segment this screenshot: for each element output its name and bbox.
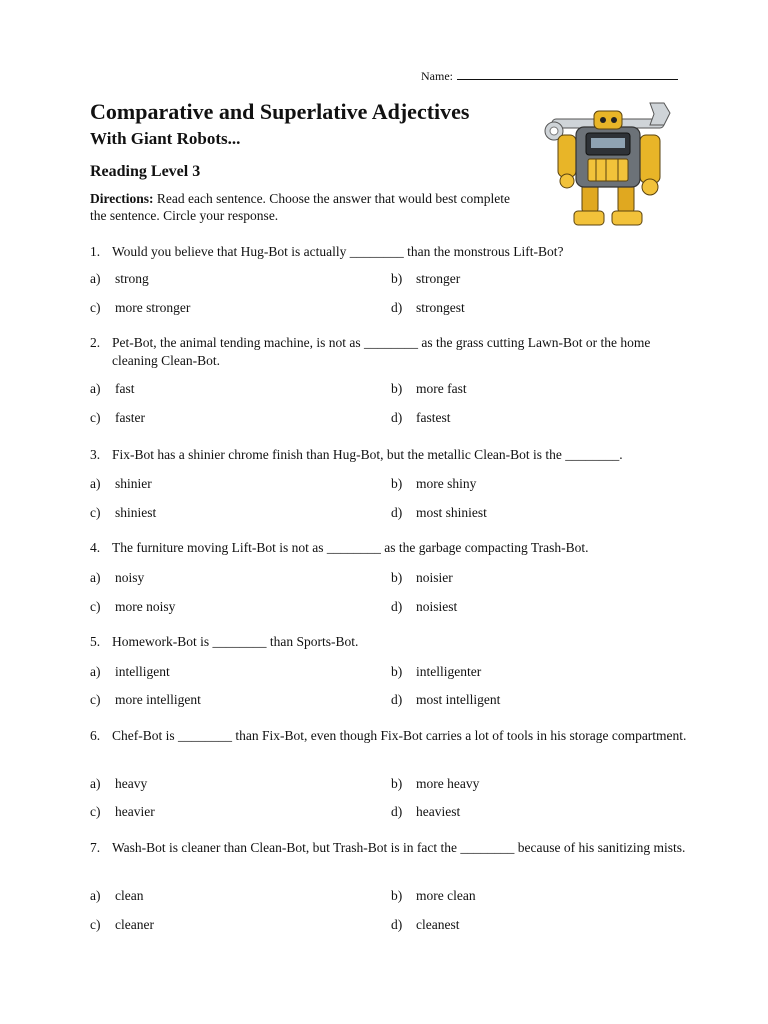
question-text: Pet-Bot, the animal tending machine, is not as ________ as the grass cutting Lawn-Bot or the home cleaning Clean-Bot. xyxy=(112,335,651,368)
option-letter: c) xyxy=(90,300,101,315)
option-letter: a) xyxy=(90,381,101,396)
option-letter: b) xyxy=(391,888,403,903)
question-text: Would you believe that Hug-Bot is actually ________ than the monstrous Lift-Bot? xyxy=(112,244,564,259)
option-text: noisiest xyxy=(416,599,458,614)
option-letter: c) xyxy=(90,692,101,707)
answer-option[interactable] xyxy=(90,270,149,288)
option-letter: a) xyxy=(90,776,101,791)
option-text: most shiniest xyxy=(416,505,487,520)
option-text: heaviest xyxy=(416,804,461,819)
answer-option[interactable] xyxy=(90,475,152,493)
worksheet-title: Comparative and Superlative Adjectives xyxy=(90,99,470,124)
option-text: more noisy xyxy=(115,599,176,614)
option-letter: b) xyxy=(391,271,403,286)
name-label: Name: xyxy=(421,69,453,83)
question-number: 7. xyxy=(90,840,101,855)
question-number: 4. xyxy=(90,540,101,555)
answer-option[interactable] xyxy=(391,569,453,587)
option-letter: b) xyxy=(391,381,403,396)
question-stem xyxy=(90,446,690,464)
question-text: Homework-Bot is ________ than Sports-Bot. xyxy=(112,634,359,649)
reading-level: Reading Level 3 xyxy=(90,163,201,180)
question-stem xyxy=(90,727,690,745)
answer-option[interactable] xyxy=(90,299,190,317)
question-number: 6. xyxy=(90,728,101,743)
name-field[interactable] xyxy=(421,68,678,84)
directions xyxy=(90,190,510,224)
option-text: cleaner xyxy=(115,917,154,932)
question-stem xyxy=(90,539,690,557)
option-letter: a) xyxy=(90,271,101,286)
answer-option[interactable] xyxy=(90,887,143,905)
option-text: intelligent xyxy=(115,664,170,679)
question-number: 1. xyxy=(90,244,101,259)
question-number: 3. xyxy=(90,447,101,462)
name-blank-line[interactable] xyxy=(457,68,678,80)
answer-option[interactable] xyxy=(391,598,457,616)
question-stem xyxy=(90,839,690,857)
question-number: 2. xyxy=(90,335,101,350)
directions-label: Directions: xyxy=(90,191,154,206)
option-letter: b) xyxy=(391,664,403,679)
option-text: shinier xyxy=(115,476,152,491)
answer-option[interactable] xyxy=(391,270,460,288)
option-text: clean xyxy=(115,888,144,903)
question-number: 5. xyxy=(90,634,101,649)
question-stem xyxy=(90,334,690,370)
answer-option[interactable] xyxy=(391,887,476,905)
option-text: most intelligent xyxy=(416,692,501,707)
option-letter: c) xyxy=(90,917,101,932)
answer-option[interactable] xyxy=(391,299,465,317)
option-letter: b) xyxy=(391,570,403,585)
answer-option[interactable] xyxy=(391,775,479,793)
directions-text: Read each sentence. Choose the answer that would best complete the sentence. Circle your response. xyxy=(90,191,511,223)
option-text: strongest xyxy=(416,300,465,315)
option-text: shiniest xyxy=(115,505,157,520)
option-letter: d) xyxy=(391,599,403,614)
option-letter: d) xyxy=(391,804,403,819)
option-text: more stronger xyxy=(115,300,191,315)
option-letter: c) xyxy=(90,410,101,425)
answer-option[interactable] xyxy=(90,598,175,616)
option-text: fast xyxy=(115,381,135,396)
answer-option[interactable] xyxy=(391,803,460,821)
answer-option[interactable] xyxy=(90,663,170,681)
option-letter: d) xyxy=(391,917,403,932)
option-text: heavier xyxy=(115,804,155,819)
question-text: Wash-Bot is cleaner than Clean-Bot, but Trash-Bot is in fact the ________ because of his sanitizing mists. xyxy=(112,840,686,855)
answer-option[interactable] xyxy=(90,775,147,793)
answer-option[interactable] xyxy=(391,691,500,709)
option-text: more fast xyxy=(416,381,467,396)
answer-option[interactable] xyxy=(90,803,155,821)
question-stem xyxy=(90,243,690,261)
question-text: Fix-Bot has a shinier chrome finish than Hug-Bot, but the metallic Clean-Bot is the ________. xyxy=(112,447,623,462)
option-letter: c) xyxy=(90,505,101,520)
option-text: noisy xyxy=(115,570,145,585)
answer-option[interactable] xyxy=(90,691,201,709)
option-letter: d) xyxy=(391,692,403,707)
answer-option[interactable] xyxy=(90,380,135,398)
answer-option[interactable] xyxy=(391,663,481,681)
option-letter: d) xyxy=(391,300,403,315)
option-letter: b) xyxy=(391,476,403,491)
option-text: heavy xyxy=(115,776,148,791)
option-letter: d) xyxy=(391,410,403,425)
robot-illustration xyxy=(544,97,674,229)
option-letter: a) xyxy=(90,888,101,903)
option-text: more intelligent xyxy=(115,692,201,707)
option-letter: a) xyxy=(90,570,101,585)
answer-option[interactable] xyxy=(391,380,467,398)
answer-option[interactable] xyxy=(90,916,154,934)
option-text: more heavy xyxy=(416,776,480,791)
option-text: more clean xyxy=(416,888,476,903)
option-letter: a) xyxy=(90,476,101,491)
option-letter: a) xyxy=(90,664,101,679)
option-letter: c) xyxy=(90,599,101,614)
option-text: strong xyxy=(115,271,149,286)
option-letter: d) xyxy=(391,505,403,520)
option-letter: b) xyxy=(391,776,403,791)
answer-option[interactable] xyxy=(90,569,144,587)
answer-option[interactable] xyxy=(391,504,487,522)
option-text: more shiny xyxy=(416,476,477,491)
answer-option[interactable] xyxy=(90,409,145,427)
answer-option[interactable] xyxy=(391,475,476,493)
option-text: intelligenter xyxy=(416,664,482,679)
option-letter: c) xyxy=(90,804,101,819)
option-text: cleanest xyxy=(416,917,460,932)
option-text: faster xyxy=(115,410,145,425)
answer-option[interactable] xyxy=(90,504,156,522)
question-stem xyxy=(90,633,690,651)
option-text: stronger xyxy=(416,271,461,286)
worksheet-subtitle: With Giant Robots... xyxy=(90,129,241,148)
option-text: noisier xyxy=(416,570,453,585)
answer-option[interactable] xyxy=(391,409,451,427)
option-text: fastest xyxy=(416,410,451,425)
question-text: The furniture moving Lift-Bot is not as ________ as the garbage compacting Trash-Bot. xyxy=(112,540,589,555)
answer-option[interactable] xyxy=(391,916,459,934)
question-text: Chef-Bot is ________ than Fix-Bot, even though Fix-Bot carries a lot of tools in his storage compartment. xyxy=(112,728,687,743)
